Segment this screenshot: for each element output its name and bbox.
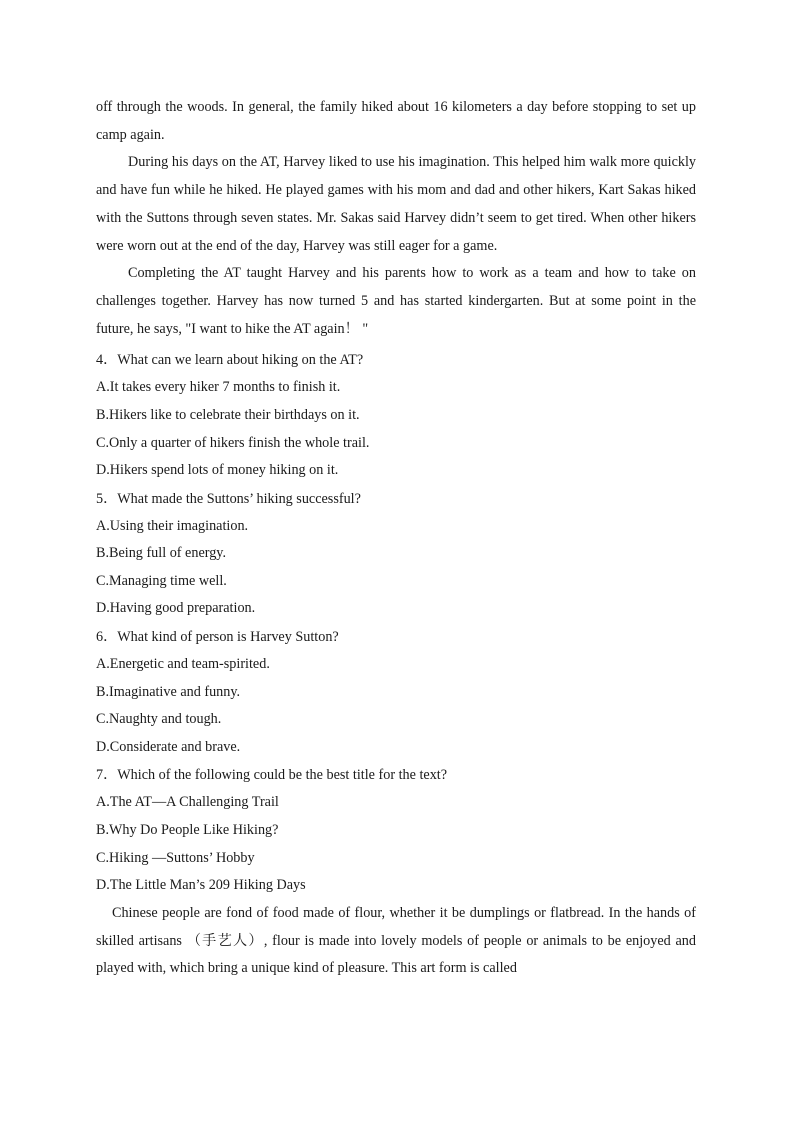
question-stem: 6．What kind of person is Harvey Sutton? bbox=[96, 629, 339, 646]
option-a: A.Energetic and team-spirited. bbox=[96, 656, 270, 673]
question-5 bbox=[96, 485, 696, 623]
option-a: A.Using their imagination. bbox=[96, 517, 249, 534]
page-content bbox=[96, 94, 696, 983]
passage-b-paragraph-1: Chinese people are fond of food made of flour, whether it be dumplings or flatbread. In the hands of skilled artisans （手艺人）, flour is made into lovely models of people or animals to be enjoyed and played with, which bring a unique kind of pleasure. This art form is called bbox=[96, 904, 696, 977]
question-7 bbox=[96, 761, 696, 899]
option-b: B.Why Do People Like Hiking? bbox=[96, 822, 279, 839]
question-stem: 5．What made the Suttons’ hiking successful? bbox=[96, 490, 361, 507]
option-a: A.The AT—A Challenging Trail bbox=[96, 794, 279, 811]
option-c: C.Only a quarter of hikers finish the whole trail. bbox=[96, 434, 370, 451]
question-6 bbox=[96, 623, 696, 761]
passage-paragraph-2: During his days on the AT, Harvey liked to use his imagination. This helped him walk more quickly and have fun while he hiked. He played games with his mom and dad and other hikers, Kart Sakas hiked with the Suttons through seven states. Mr. Sakas said Harvey didn’t seem to get tired. When other hikers were worn out at the end of the day, Harvey was still eager for a game. bbox=[96, 154, 696, 254]
option-b: B.Hikers like to celebrate their birthdays on it. bbox=[96, 406, 360, 423]
option-c: C.Hiking —Suttons’ Hobby bbox=[96, 849, 255, 866]
passage-paragraph-1: off through the woods. In general, the family hiked about 16 kilometers a day before stopping to set up camp again. bbox=[96, 99, 696, 143]
question-4 bbox=[96, 346, 696, 484]
option-d: D.The Little Man’s 209 Hiking Days bbox=[96, 877, 306, 894]
option-b: B.Imaginative and funny. bbox=[96, 683, 241, 700]
option-d: D.Considerate and brave. bbox=[96, 738, 241, 755]
option-c: C.Managing time well. bbox=[96, 572, 227, 589]
option-d: D.Hikers spend lots of money hiking on it. bbox=[96, 462, 339, 479]
option-a: A.It takes every hiker 7 months to finish it. bbox=[96, 379, 341, 396]
option-d: D.Having good preparation. bbox=[96, 600, 256, 617]
question-stem: 7．Which of the following could be the best title for the text? bbox=[96, 767, 448, 784]
question-stem: 4．What can we learn about hiking on the AT? bbox=[96, 352, 364, 369]
option-c: C.Naughty and tough. bbox=[96, 711, 222, 728]
option-b: B.Being full of energy. bbox=[96, 545, 227, 562]
passage-paragraph-3: Completing the AT taught Harvey and his parents how to work as a team and how to take on challenges together. Harvey has now turned 5 and has started kindergarten. But at some point in the future, he says, "I want to hike the AT again！ " bbox=[96, 265, 696, 337]
